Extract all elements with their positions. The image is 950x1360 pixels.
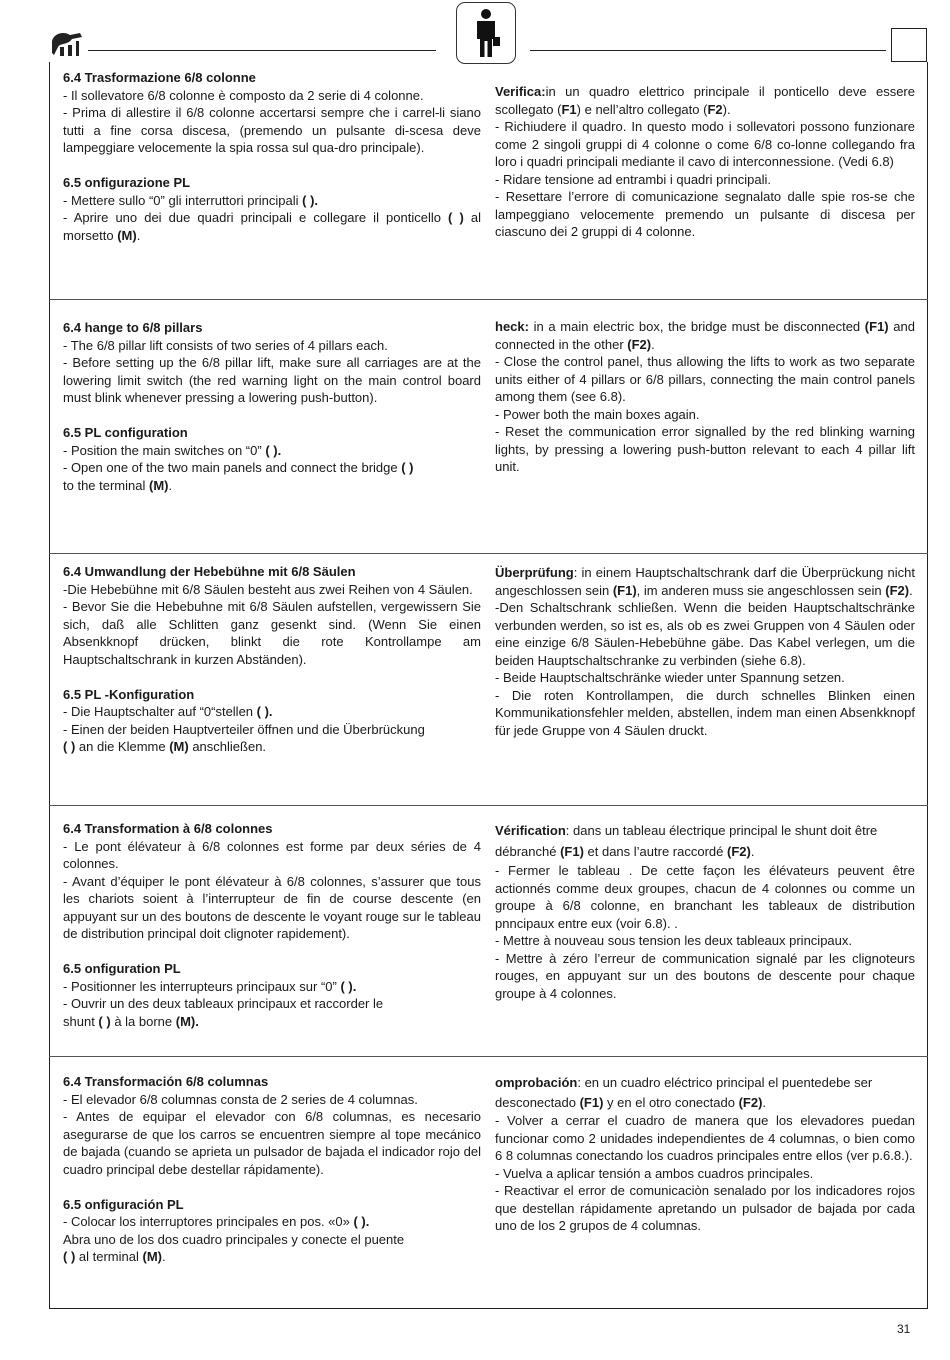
- paragraph: - Close the control panel, thus allowing the lifts to work as two separate units either of 4 pillars or 6/8 pillars, connecting the main control panels among them (see 6.8).: [495, 354, 915, 404]
- paragraph: omprobación: en un cuadro eléctrico principal el puentedebe ser desconectado (F1) y en el otro conectado (F2).: [495, 1075, 873, 1110]
- subsection-title: 6.5 PL -Konfiguration: [63, 686, 195, 702]
- section-title: 6.4 hange to 6/8 pillars: [63, 320, 203, 335]
- paragraph: - Fermer le tableau . De cette façon les élévateurs peuvent être actionnés comme deux groupes, chacun de 4 colonnes ou comme un groupe à 6/8 colonne, en branchant les tableaux de distribution pnncipaux entre eux (voir 6.8). .: [495, 863, 915, 931]
- paragraph: - Colocar los interruptores principales en pos. «0» ( ).: [63, 1214, 370, 1229]
- section-it-left: [63, 69, 481, 244]
- paragraph: - Mettre à zéro l’erreur de communication signalé par les clignoteurs rouges, en appuyant sur un des boutons de descente pour chaque groupe à 4 colonnes.: [495, 950, 915, 1001]
- paragraph: - Resettare l’errore di comunicazione segnalato dalle spie ros-se che lampeggiano velocemente premendo un pulsante di discesa per ciascuno dei 2 gruppi di 4 colonne.: [495, 189, 915, 239]
- subsection-title: 6.5 onfiguración PL: [63, 1196, 184, 1212]
- paragraph: -Die Hebebühne mit 6/8 Säulen besteht aus zwei Reihen von 4 Säulen.: [63, 581, 473, 597]
- page-number: 31: [897, 1322, 911, 1336]
- paragraph: - Position the main switches on “0” ( ).: [63, 442, 282, 458]
- section-fr-left: [63, 820, 481, 1030]
- paragraph: - Reset the communication error signalled by the red blinking warning lights, by pressing a lowering push-button relevant to each 4 pillar lift unit.: [495, 424, 915, 474]
- paragraph: - The 6/8 pillar lift consists of two series of 4 pillars each.: [63, 337, 388, 353]
- section-es-right: [495, 1073, 915, 1235]
- paragraph: - Mettere sullo “0” gli interruttori principali ( ).: [63, 192, 319, 208]
- section-de-right: [495, 564, 915, 739]
- manufacturer-logo-icon: [50, 27, 86, 57]
- section-es-left: [63, 1073, 481, 1266]
- paragraph: - Il sollevatore 6/8 colonne è composto da 2 serie di 4 colonne.: [63, 87, 424, 103]
- paragraph: - Einen der beiden Hauptverteiler öffnen und die Überbrückung ( ) an die Klemme (M) anschließen.: [63, 721, 425, 754]
- paragraph: - Richiudere il quadro. In questo modo i sollevatori possono funzionare come 2 singoli gruppi di 4 colonne o come 6/8 co-lonne collegando fra loro i quadri principali mediante il cavo di interconnessione. (Vedi 6.8): [495, 119, 915, 169]
- paragraph: - Die Hauptschalter auf “0“stellen ( ).: [63, 704, 273, 719]
- paragraph: Abra uno de los dos cuadro principales y conecte el puente ( ) al terminal (M).: [63, 1231, 405, 1264]
- section-divider: [49, 805, 928, 806]
- paragraph: heck: in a main electric box, the bridge must be disconnected (F1) and connected in the other (F2).: [495, 319, 915, 352]
- section-en-left: [63, 319, 481, 494]
- section-divider: [49, 1056, 928, 1057]
- paragraph: - Ridare tensione ad entrambi i quadri principali.: [495, 171, 772, 187]
- paragraph: Verifica:in un quadro elettrico principale il ponticello deve essere scollegato (F1) e nell’altro collegato (F2).: [495, 84, 915, 117]
- paragraph: - Volver a cerrar el cuadro de manera que los elevadores puedan funcionar como 2 unidades independientes de 4 columnas, o bien como 6 8 columnas conectando los cuadros principales entre ellos (ver p.6.8.).: [495, 1113, 915, 1163]
- paragraph: - Antes de equipar el elevador con 6/8 columnas, es necesario asegurarse de que los carros se encuentren siempre al tope mecánico de bajada (cuando se aprieta un pulsador de bajada el indicador rojo del cuadro principal debe destellar rápidamente).: [63, 1109, 481, 1177]
- paragraph: - Avant d’équiper le pont élévateur à 6/8 colonnes, s’assurer que tous les chariots soient à l’interrupteur de fin de course descente (en appuyant sur un des boutons de descente le voyant rouge sur le tableau de distribution principal doit clignoter rapidement).: [63, 873, 481, 941]
- paragraph: - Open one of the two main panels and connect the bridge ( ) to the terminal (M).: [63, 460, 414, 493]
- section-divider: [49, 299, 928, 300]
- paragraph: - Aprire uno dei due quadri principali e collegare il ponticello ( ) al morsetto (M).: [63, 210, 481, 243]
- section-en-right: [495, 318, 915, 476]
- paragraph: - Before setting up the 6/8 pillar lift, make sure all carriages are at the lowering limit switch (the red warning light on the main control board must blink whenever pressing a lowering push-button).: [63, 355, 481, 405]
- section-title: 6.4 Umwandlung der Hebebühne mit 6/8 Säulen: [63, 564, 356, 579]
- paragraph: - Beide Hauptschaltschränke wieder unter Spannung setzen.: [495, 670, 845, 685]
- paragraph: Vérification: dans un tableau électrique principal le shunt doit être débranché (F1) et dans l’autre raccordé (F2).: [495, 823, 878, 859]
- paragraph: - Bevor Sie die Hebebuhne mit 6/8 Säulen aufstellen, vergewissern Sie sich, daß alle Schlitten ganz gesenkt sind. (Wenn Sie einen Absenkknopf drücken, blinkt die rote Kontrollampe am Hauptschaltschrank in kurzen Abständen).: [63, 599, 481, 667]
- section-it-right: [495, 83, 915, 241]
- section-title: 6.4 Trasformazione 6/8 colonne: [63, 70, 256, 85]
- section-de-left: [63, 563, 481, 756]
- paragraph: - Positionner les interrupteurs principaux sur “0” ( ).: [63, 978, 357, 994]
- section-title: 6.4 Transformation à 6/8 colonnes: [63, 821, 273, 836]
- header-rule-left: [88, 50, 436, 51]
- paragraph: - El elevador 6/8 columnas consta de 2 series de 4 columnas.: [63, 1091, 418, 1107]
- subsection-title: 6.5 onfigurazione PL: [63, 175, 191, 190]
- paragraph: - Vuelva a aplicar tensión a ambos cuadros principales.: [495, 1165, 814, 1181]
- subsection-title: 6.5 PL configuration: [63, 425, 188, 440]
- paragraph: - Reactivar el error de comunicaciòn senalado por los indicadores rojos que destellan rápidamente apretando un pulsador de bajada por cada uno de los 2 grupos de 4 columnas.: [495, 1183, 915, 1233]
- paragraph: - Ouvrir un des deux tableaux principaux et raccorder le shunt ( ) à la borne (M).: [63, 996, 384, 1029]
- paragraph: - Die roten Kontrollampen, die durch schnelles Blinken einen Kommunikationsfehler melden, abstellen, indem man einen Absenkknopf für jede Gruppe von 4 Säulen druckt.: [495, 687, 915, 738]
- section-title: 6.4 Transformación 6/8 columnas: [63, 1074, 269, 1089]
- paragraph: - Power both the main boxes again.: [495, 406, 700, 422]
- subsection-title: 6.5 onfiguration PL: [63, 961, 181, 976]
- paragraph: - Prima di allestire il 6/8 colonne accertarsi sempre che i carrel-li siano tutti a fine corsa discesa, (premendo un pulsante di-scesa deve lampeggiare velocemente la spia rossa sul qua-dro principale).: [63, 105, 481, 155]
- header-rule-right: [530, 50, 886, 51]
- paragraph: Überprüfung: in einem Hauptschaltschrank darf die Überprückung nicht angeschlossen sein (F1), im anderen muss sie angeschlossen sein (F2).: [495, 565, 915, 598]
- section-fr-right: [495, 820, 915, 1002]
- paragraph: - Le pont élévateur à 6/8 colonnes est forme par deux séries de 4 colonnes.: [63, 838, 481, 871]
- paragraph: - Mettre à nouveau sous tension les deux tableaux principaux.: [495, 933, 852, 948]
- language-flag-box: [891, 28, 927, 62]
- person-standing-icon: [456, 2, 516, 64]
- section-divider: [49, 553, 928, 554]
- paragraph: -Den Schaltschrank schließen. Wenn die beiden Hauptschaltschränke verbunden werden, so ist es, als ob es zwei Gruppen von 4 Säulen oder eine einzige 6/8 Säulen-Hebebühne gäbe. Das Kabel verlegen, um die beiden Hauptschaltschranke zu verbinden (siehe 6.8).: [495, 600, 915, 668]
